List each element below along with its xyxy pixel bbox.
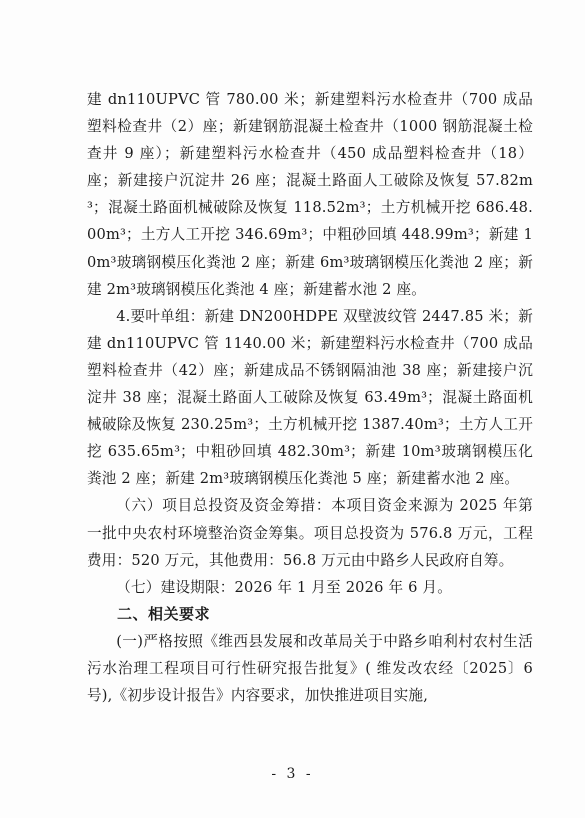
page-number: - 3 - <box>271 766 314 782</box>
paragraph-section-6-investment: （六）项目总投资及资金筹措：本项目资金来源为 2025 年第一批中央农村环境整治资金筹集。项目总投资为 576.8 万元，工程费用：520 万元，其他费用：56.8 万元由中路乡人民政府自筹。 <box>87 497 533 569</box>
section-heading-requirements: 二、相关要求 <box>117 604 211 623</box>
document-body <box>87 86 533 709</box>
paragraph-requirement-1: (一)严格按照《维西县发展和改革局关于中路乡咱利村农村生活污水治理工程项目可行性研究报告批复》( 维发改农经〔2025〕6 号),《初步设计报告》内容要求，加快推进项目实施, <box>87 632 533 705</box>
paragraph-item-4-yaoye: 4.要叶单组：新建 DN200HDPE 双壁波纹管 2447.85 米；新建 dn110UPVC 管 1140.00 米；新建塑料污水检查井（700 成品塑料检查井（42）座；新建成品不锈钢隔油池 38 座；新建接户沉淀井 38 座；混凝土路面人工破除及恢复 63.49m³；混凝土路面机械破除及恢复 230.25m³；土方机械开挖 1387.40m³；土方人工开挖 635.65m³；中粗砂回填 482.30m³；新建 10m³玻璃钢模压化粪池 2 座；新建 2m³玻璃钢模压化粪池 5 座；新建蓄水池 2 座。 <box>87 307 533 488</box>
paragraph-section-7-period: （七）建设期限：2026 年 1 月至 2026 年 6 月。 <box>116 578 453 596</box>
paragraph-continued-list: 建 dn110UPVC 管 780.00 米；新建塑料污水检查井（700 成品塑料检查井（2）座；新建钢筋混凝土检查井（1000 钢筋混凝土检查井 9 座）；新建塑料污水检查井（450 成品塑料检查井（18）座；新建接户沉淀井 26 座；混凝土路面人工破除及恢复 57.82m³；混凝土路面机械破除及恢复 118.52m³；土方机械开挖 686.48.00m³；土方人工开挖 346.69m³；中粗砂回填 448.99m³；新建 10m³玻璃钢模压化粪池 2 座；新建 6m³玻璃钢模压化粪池 2 座；新建 2m³玻璃钢模压化粪池 4 座；新建蓄水池 2 座。 <box>87 91 533 298</box>
